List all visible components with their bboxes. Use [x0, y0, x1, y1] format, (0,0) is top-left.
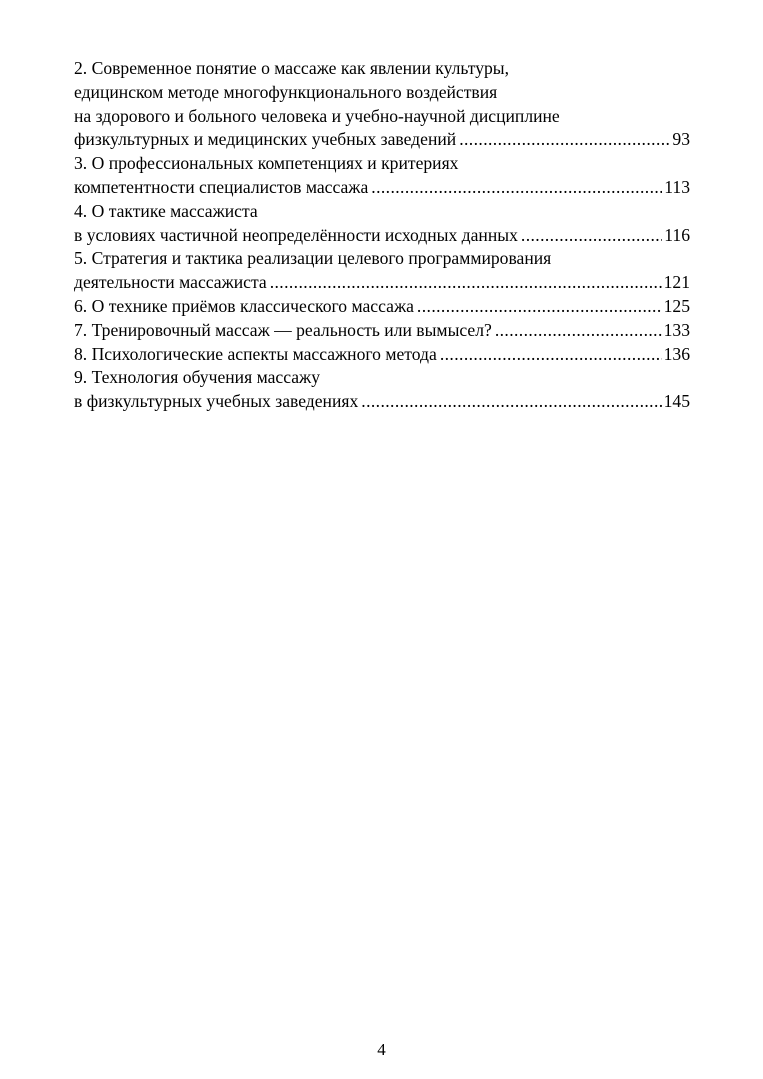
- toc-entry-final-line: [74, 128, 690, 152]
- toc-entry[interactable]: [74, 200, 690, 248]
- table-of-contents: [74, 57, 690, 414]
- toc-page-number: 113: [664, 176, 690, 197]
- dot-leader: [371, 176, 662, 200]
- toc-entry-final-line: [74, 319, 690, 343]
- toc-entry-title-line: в физкультурных учебных заведениях: [74, 391, 359, 412]
- toc-entry-title-line: физкультурных и медицинских учебных заведений: [74, 129, 457, 150]
- dot-leader: [270, 271, 662, 295]
- toc-entry-final-line: [74, 271, 690, 295]
- toc-page-number: 136: [663, 343, 690, 364]
- toc-entry-title-line: 7. Тренировочный массаж — реальность или вымысел?: [74, 319, 492, 340]
- toc-entry-title-line: едицинском методе многофункционального воздействия: [74, 81, 498, 102]
- toc-entry[interactable]: [74, 319, 690, 343]
- toc-entry-title-line: на здорового и больного человека и учебно-научной дисциплине: [74, 105, 560, 126]
- toc-page-number: 125: [663, 295, 690, 316]
- toc-entry-title-line: компетентности специалистов массажа: [74, 176, 369, 197]
- toc-entry[interactable]: [74, 152, 690, 200]
- toc-entry[interactable]: [74, 295, 690, 319]
- toc-entry-final-line: [74, 390, 690, 414]
- toc-entry-final-line: [74, 295, 690, 319]
- toc-entry-title-line: 2. Современное понятие о массаже как явлении культуры,: [74, 58, 510, 78]
- dot-leader: [495, 319, 662, 343]
- toc-page-number: 145: [663, 391, 690, 412]
- toc-entry-title-line: деятельности массажиста: [74, 272, 267, 293]
- dot-leader: [361, 390, 661, 414]
- toc-entry-title-line: 3. О профессиональных компетенциях и критериях: [74, 153, 459, 174]
- dot-leader: [459, 128, 670, 152]
- page-footer-number: 4: [377, 1040, 386, 1059]
- toc-entry[interactable]: [74, 247, 690, 295]
- toc-page-number: 133: [663, 319, 690, 340]
- dot-leader: [417, 295, 662, 319]
- toc-entry[interactable]: [74, 366, 690, 414]
- dot-leader: [521, 224, 662, 248]
- toc-entry-final-line: [74, 224, 690, 248]
- toc-entry-title-line: 5. Стратегия и тактика реализации целевого программирования: [74, 248, 552, 269]
- toc-entry-title-line: 9. Технология обучения массажу: [74, 367, 320, 388]
- toc-entry[interactable]: [74, 343, 690, 367]
- toc-entry-title-line: 8. Психологические аспекты массажного метода: [74, 343, 437, 364]
- toc-page-number: 121: [663, 272, 690, 293]
- toc-entry-title-line: в условиях частичной неопределённости исходных данных: [74, 224, 518, 245]
- toc-entry-final-line: [74, 176, 690, 200]
- toc-page-number: 93: [672, 129, 690, 150]
- toc-entry-title-line: 6. О технике приёмов классического массажа: [74, 295, 414, 316]
- toc-page-number: 116: [664, 224, 690, 245]
- toc-entry-final-line: [74, 343, 690, 367]
- toc-entry-title-line: 4. О тактике массажиста: [74, 200, 258, 221]
- dot-leader: [440, 343, 662, 367]
- toc-entry[interactable]: [74, 57, 690, 152]
